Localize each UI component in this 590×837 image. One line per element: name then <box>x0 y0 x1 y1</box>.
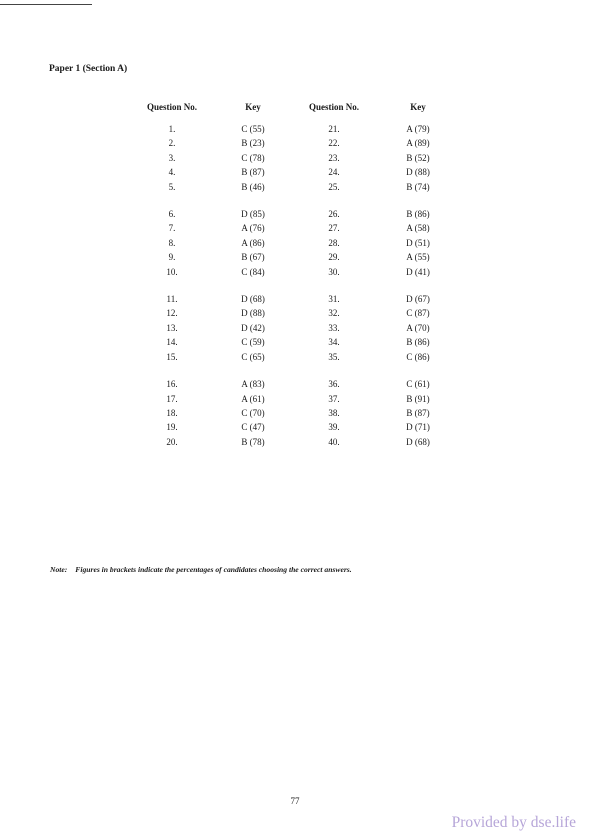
page-number: 77 <box>290 796 300 806</box>
cell-question-no: 19. <box>166 422 178 433</box>
table-row <box>132 420 462 434</box>
cell-key: A (79) <box>406 124 430 134</box>
cell-question-no: 3. <box>168 152 176 163</box>
cell-key: C (78) <box>241 152 265 163</box>
cell-key: A (76) <box>241 223 265 234</box>
cell-key: D (67) <box>406 294 430 305</box>
cell-question-no: 32. <box>328 308 340 319</box>
cell-question-no: 33. <box>328 322 340 333</box>
cell-key: D (71) <box>406 422 430 433</box>
cell-key: B (86) <box>406 337 430 348</box>
cell-key: A (70) <box>406 322 430 333</box>
cell-key: A (55) <box>406 252 430 263</box>
cell-question-no: 39. <box>328 422 340 433</box>
cell-key: D (42) <box>241 322 265 333</box>
cell-key: D (88) <box>241 308 265 319</box>
answer-key-table <box>132 102 462 449</box>
cell-question-no: 20. <box>166 436 178 447</box>
header-question-no-1: Question No. <box>146 102 197 112</box>
cell-key: C (65) <box>241 351 265 362</box>
cell-question-no: 11. <box>166 294 178 305</box>
table-row <box>132 180 462 194</box>
cell-question-no: 34. <box>328 337 340 348</box>
cell-key: B (87) <box>406 407 430 418</box>
cell-key: A (83) <box>241 379 265 390</box>
cell-key: C (86) <box>406 351 430 362</box>
spacer-cell <box>132 279 462 292</box>
cell-key: C (59) <box>241 337 265 348</box>
table-row <box>132 392 462 406</box>
cell-question-no: 21. <box>328 124 340 134</box>
table-header-row <box>132 102 462 122</box>
header-key-1: Key <box>245 102 261 112</box>
table-row <box>132 292 462 306</box>
cell-question-no: 8. <box>168 237 176 248</box>
cell-question-no: 30. <box>328 266 340 277</box>
cell-question-no: 16. <box>166 379 178 390</box>
cell-question-no: 13. <box>166 322 178 333</box>
cell-key: D (85) <box>241 209 265 220</box>
cell-key: A (86) <box>241 237 265 248</box>
group-spacer <box>132 364 462 377</box>
table-row <box>132 136 462 150</box>
table-row <box>132 151 462 165</box>
table-row <box>132 406 462 420</box>
cell-key: C (87) <box>406 308 430 319</box>
cell-question-no: 37. <box>328 393 340 404</box>
cell-question-no: 29. <box>328 252 340 263</box>
cell-question-no: 35. <box>328 351 340 362</box>
watermark-link[interactable]: Provided by dse.life <box>451 814 576 831</box>
table-row <box>132 435 462 449</box>
cell-key: C (84) <box>241 266 265 277</box>
cell-question-no: 6. <box>168 209 176 220</box>
cell-question-no: 23. <box>328 152 340 163</box>
cell-question-no: 24. <box>328 167 340 178</box>
cell-question-no: 36. <box>328 379 340 390</box>
cell-question-no: 22. <box>328 138 340 149</box>
answer-table-body <box>132 122 462 449</box>
table-row <box>132 350 462 364</box>
table-row <box>132 236 462 250</box>
cell-question-no: 4. <box>168 167 176 178</box>
cell-question-no: 7. <box>168 223 176 234</box>
cell-question-no: 12. <box>166 308 178 319</box>
cell-key: C (55) <box>241 124 265 134</box>
spacer-cell <box>132 364 462 377</box>
cell-key: B (78) <box>241 436 265 447</box>
table-row <box>132 265 462 279</box>
cell-key: D (68) <box>406 436 430 447</box>
table-row <box>132 221 462 235</box>
cell-key: A (58) <box>406 223 430 234</box>
cell-key: D (88) <box>406 167 430 178</box>
table-row <box>132 122 462 136</box>
group-spacer <box>132 194 462 207</box>
table-row <box>132 207 462 221</box>
cell-key: B (74) <box>406 181 430 192</box>
note <box>50 565 352 574</box>
cell-question-no: 15. <box>166 351 178 362</box>
cell-question-no: 38. <box>328 407 340 418</box>
cell-question-no: 31. <box>328 294 340 305</box>
top-rule <box>0 4 92 5</box>
cell-key: A (89) <box>406 138 430 149</box>
cell-key: C (47) <box>241 422 265 433</box>
note-text: Figures in brackets indicate the percentages of candidates choosing the correct answers. <box>75 565 352 574</box>
table-row <box>132 250 462 264</box>
cell-question-no: 2. <box>168 138 176 149</box>
spacer-cell <box>132 194 462 207</box>
cell-key: B (46) <box>241 181 265 192</box>
cell-key: B (52) <box>406 152 430 163</box>
cell-question-no: 1. <box>168 124 176 134</box>
cell-key: A (61) <box>241 393 265 404</box>
header-key-2: Key <box>410 102 426 112</box>
cell-key: D (51) <box>406 237 430 248</box>
section-title: Paper 1 (Section A) <box>49 64 128 74</box>
table-row <box>132 165 462 179</box>
cell-key: D (41) <box>406 266 430 277</box>
note-label: Note: <box>50 565 68 574</box>
cell-key: D (68) <box>241 294 265 305</box>
cell-key: B (87) <box>241 167 265 178</box>
cell-key: B (86) <box>406 209 430 220</box>
cell-question-no: 40. <box>328 436 340 447</box>
cell-key: B (91) <box>406 393 430 404</box>
cell-question-no: 14. <box>166 337 178 348</box>
header-question-no-2: Question No. <box>308 102 359 112</box>
cell-key: C (70) <box>241 407 265 418</box>
cell-key: C (61) <box>406 379 430 390</box>
table-row <box>132 306 462 320</box>
table-row <box>132 321 462 335</box>
cell-question-no: 25. <box>328 181 340 192</box>
table-row <box>132 377 462 391</box>
cell-question-no: 26. <box>328 209 340 220</box>
cell-question-no: 10. <box>166 266 178 277</box>
cell-question-no: 27. <box>328 223 340 234</box>
cell-key: B (23) <box>241 138 265 149</box>
cell-question-no: 9. <box>168 252 176 263</box>
group-spacer <box>132 279 462 292</box>
cell-question-no: 18. <box>166 407 178 418</box>
cell-key: B (67) <box>241 252 265 263</box>
cell-question-no: 5. <box>168 181 176 192</box>
cell-question-no: 28. <box>328 237 340 248</box>
cell-question-no: 17. <box>166 393 178 404</box>
table-row <box>132 335 462 349</box>
